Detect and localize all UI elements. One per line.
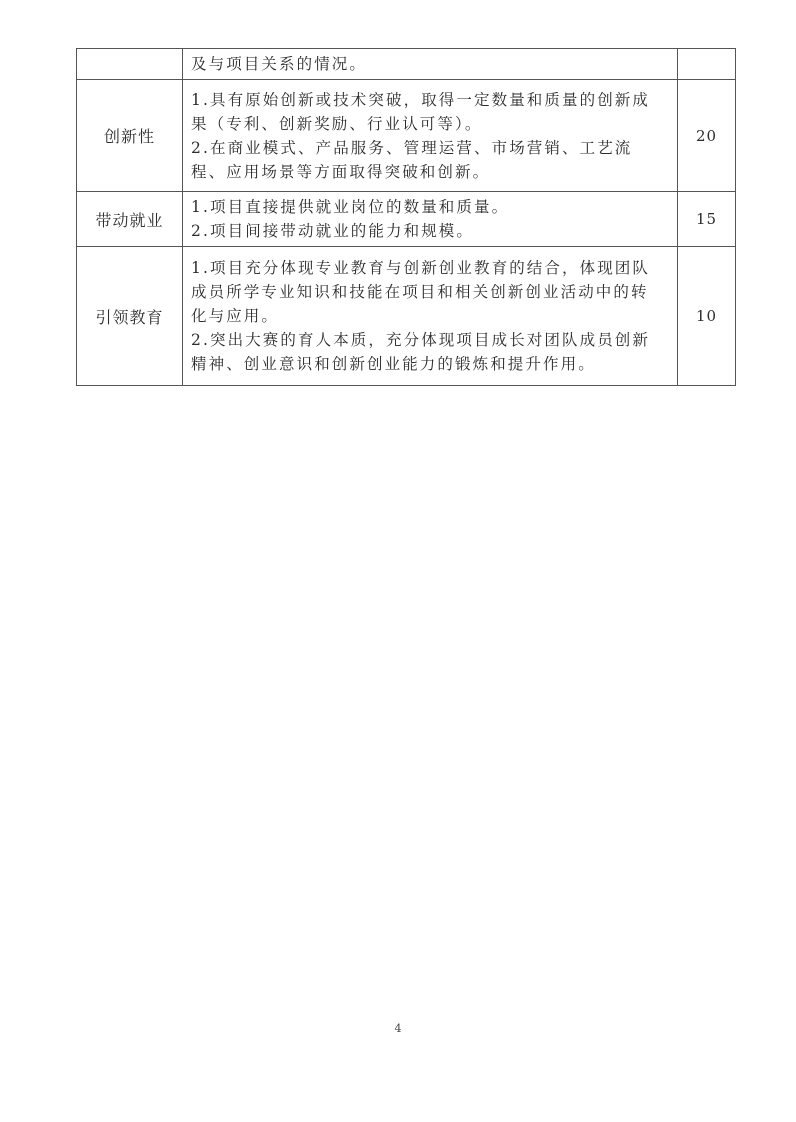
criteria-line: 及与项目关系的情况。 xyxy=(191,55,368,73)
score-cell: 20 xyxy=(678,80,736,192)
score-cell xyxy=(678,49,736,80)
table-row-employment xyxy=(77,192,736,247)
score-cell: 10 xyxy=(678,247,736,386)
criteria-line: 2.项目间接带动就业的能力和规模。 xyxy=(191,222,474,240)
criteria-description-cell xyxy=(183,192,678,247)
category-cell: 带动就业 xyxy=(77,192,183,247)
criteria-line: 2.在商业模式、产品服务、管理运营、市场营销、工艺流 xyxy=(191,138,633,157)
category-cell: 创新性 xyxy=(77,80,183,192)
criteria-line: 1.项目直接提供就业岗位的数量和质量。 xyxy=(191,198,510,216)
score-cell: 15 xyxy=(678,192,736,247)
criteria-line: 1.项目充分体现专业教育与创新创业教育的结合，体现团队 xyxy=(191,259,650,277)
criteria-line: 2.突出大赛的育人本质，充分体现项目成长对团队成员创新 xyxy=(191,331,650,349)
table-row-education xyxy=(77,247,736,386)
criteria-description-cell xyxy=(183,49,678,80)
criteria-line: 程、应用场景等方面取得突破和创新。 xyxy=(191,162,491,181)
criteria-line: 化与应用。 xyxy=(191,307,280,325)
criteria-line: 成员所学专业知识和技能在项目和相关创新创业活动中的转 xyxy=(191,283,649,301)
criteria-line: 精神、创业意识和创新创业能力的锻炼和提升作用。 xyxy=(191,355,596,373)
criteria-description-cell xyxy=(183,80,678,192)
category-cell xyxy=(77,49,183,80)
criteria-description-cell xyxy=(183,247,678,386)
table-row-continuation xyxy=(77,49,736,80)
scoring-criteria-table xyxy=(76,48,736,386)
page-number: 4 xyxy=(394,1022,402,1035)
criteria-line: 1.具有原始创新或技术突破，取得一定数量和质量的创新成 xyxy=(191,90,650,109)
table-row-innovation xyxy=(77,80,736,192)
criteria-line: 果（专利、创新奖励、行业认可等）。 xyxy=(191,114,483,133)
category-cell: 引领教育 xyxy=(77,247,183,386)
